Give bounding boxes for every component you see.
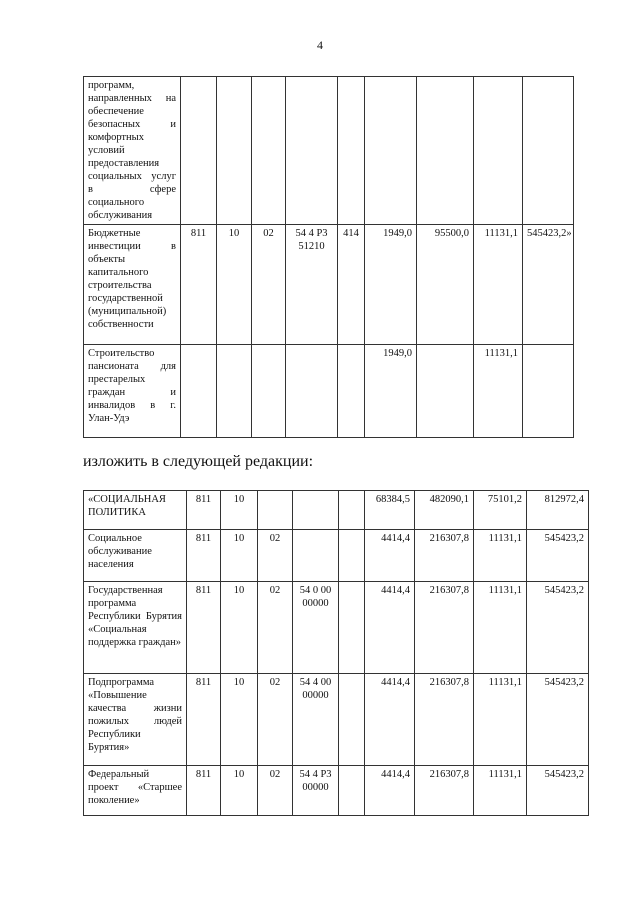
cell-subsection	[252, 77, 286, 225]
cell-value-2: 95500,0	[417, 225, 474, 345]
cell-ministry-code	[181, 77, 217, 225]
cell-ministry-code: 811	[187, 530, 221, 582]
cell-expense-type	[339, 582, 365, 674]
cell-value-2: 216307,8	[415, 530, 474, 582]
cell-expense-type	[339, 674, 365, 766]
cell-subsection: 02	[258, 530, 293, 582]
cell-subsection	[252, 345, 286, 438]
cell-subsection: 02	[258, 766, 293, 816]
row-name: Социальное обслуживание населения	[84, 530, 187, 582]
budget-table-new	[83, 490, 589, 816]
table-row	[84, 530, 589, 582]
row-name: Государственная программа Республики Бурятия «Социальная поддержка граждан»	[84, 582, 187, 674]
row-name: программ, направленных на обеспечение безопасных и комфортных условий предоставления социальных услуг в сфере социального обслуживания	[84, 77, 181, 225]
cell-value-4	[523, 77, 574, 225]
cell-target-article: 54 4 Р3 51210	[286, 225, 338, 345]
cell-expense-type	[339, 766, 365, 816]
cell-value-4	[523, 345, 574, 438]
table-row	[84, 225, 574, 345]
cell-subsection: 02	[258, 582, 293, 674]
cell-value-3: 75101,2	[474, 491, 527, 530]
cell-expense-type: 414	[338, 225, 365, 345]
cell-subsection: 02	[258, 674, 293, 766]
cell-value-1: 4414,4	[365, 674, 415, 766]
cell-value-1: 1949,0	[365, 225, 417, 345]
cell-subsection: 02	[252, 225, 286, 345]
cell-ministry-code: 811	[187, 491, 221, 530]
cell-target-article: 54 4 00 00000	[293, 674, 339, 766]
cell-ministry-code: 811	[181, 225, 217, 345]
cell-value-1: 68384,5	[365, 491, 415, 530]
cell-value-3: 11131,1	[474, 530, 527, 582]
cell-target-article	[286, 345, 338, 438]
cell-subsection	[258, 491, 293, 530]
cell-value-1	[365, 77, 417, 225]
cell-value-4: 545423,2	[527, 766, 589, 816]
cell-value-3: 11131,1	[474, 766, 527, 816]
table-row	[84, 766, 589, 816]
page-number: 4	[317, 38, 323, 52]
cell-section	[217, 77, 252, 225]
cell-value-2	[417, 345, 474, 438]
cell-value-1: 4414,4	[365, 530, 415, 582]
row-name: «СОЦИАЛЬНАЯ ПОЛИТИКА	[84, 491, 187, 530]
table-row	[84, 491, 589, 530]
cell-value-1: 4414,4	[365, 582, 415, 674]
cell-value-3: 11131,1	[474, 674, 527, 766]
cell-section: 10	[221, 674, 258, 766]
cell-value-2: 216307,8	[415, 766, 474, 816]
cell-ministry-code: 811	[187, 674, 221, 766]
row-name: Федеральный проект «Старшее поколение»	[84, 766, 187, 816]
cell-value-3: 11131,1	[474, 582, 527, 674]
row-name: Бюджетные инвестиции в объекты капитального строительства государственной (муниципальной) собственности	[84, 225, 181, 345]
table-row	[84, 582, 589, 674]
cell-value-1: 4414,4	[365, 766, 415, 816]
budget-table-old	[83, 76, 574, 438]
cell-section: 10	[217, 225, 252, 345]
cell-value-2: 482090,1	[415, 491, 474, 530]
cell-ministry-code: 811	[187, 766, 221, 816]
cell-expense-type	[339, 530, 365, 582]
cell-value-3	[474, 77, 523, 225]
section-caption: изложить в следующей редакции:	[83, 453, 314, 470]
cell-value-2: 216307,8	[415, 674, 474, 766]
cell-value-3: 11131,1	[474, 345, 523, 438]
cell-value-2	[417, 77, 474, 225]
cell-value-4: 545423,2	[527, 582, 589, 674]
cell-expense-type	[339, 491, 365, 530]
cell-value-4: 545423,2	[527, 530, 589, 582]
cell-expense-type	[338, 77, 365, 225]
row-name: Подпрограмма «Повышение качества жизни пожилых людей Республики Бурятия»	[84, 674, 187, 766]
cell-target-article: 54 0 00 00000	[293, 582, 339, 674]
table-row	[84, 345, 574, 438]
table-row	[84, 77, 574, 225]
cell-value-4: 545423,2»	[523, 225, 574, 345]
cell-value-2: 216307,8	[415, 582, 474, 674]
cell-expense-type	[338, 345, 365, 438]
cell-target-article: 54 4 Р3 00000	[293, 766, 339, 816]
cell-value-3: 11131,1	[474, 225, 523, 345]
cell-section: 10	[221, 582, 258, 674]
cell-section: 10	[221, 491, 258, 530]
cell-section: 10	[221, 766, 258, 816]
cell-section	[217, 345, 252, 438]
table-row	[84, 674, 589, 766]
row-name: Строительство пансионата для престарелых граждан и инвалидов в г. Улан-Удэ	[84, 345, 181, 438]
cell-value-4: 812972,4	[527, 491, 589, 530]
cell-target-article	[293, 530, 339, 582]
cell-value-4: 545423,2	[527, 674, 589, 766]
cell-ministry-code: 811	[187, 582, 221, 674]
cell-ministry-code	[181, 345, 217, 438]
cell-value-1: 1949,0	[365, 345, 417, 438]
cell-section: 10	[221, 530, 258, 582]
cell-target-article	[286, 77, 338, 225]
cell-target-article	[293, 491, 339, 530]
